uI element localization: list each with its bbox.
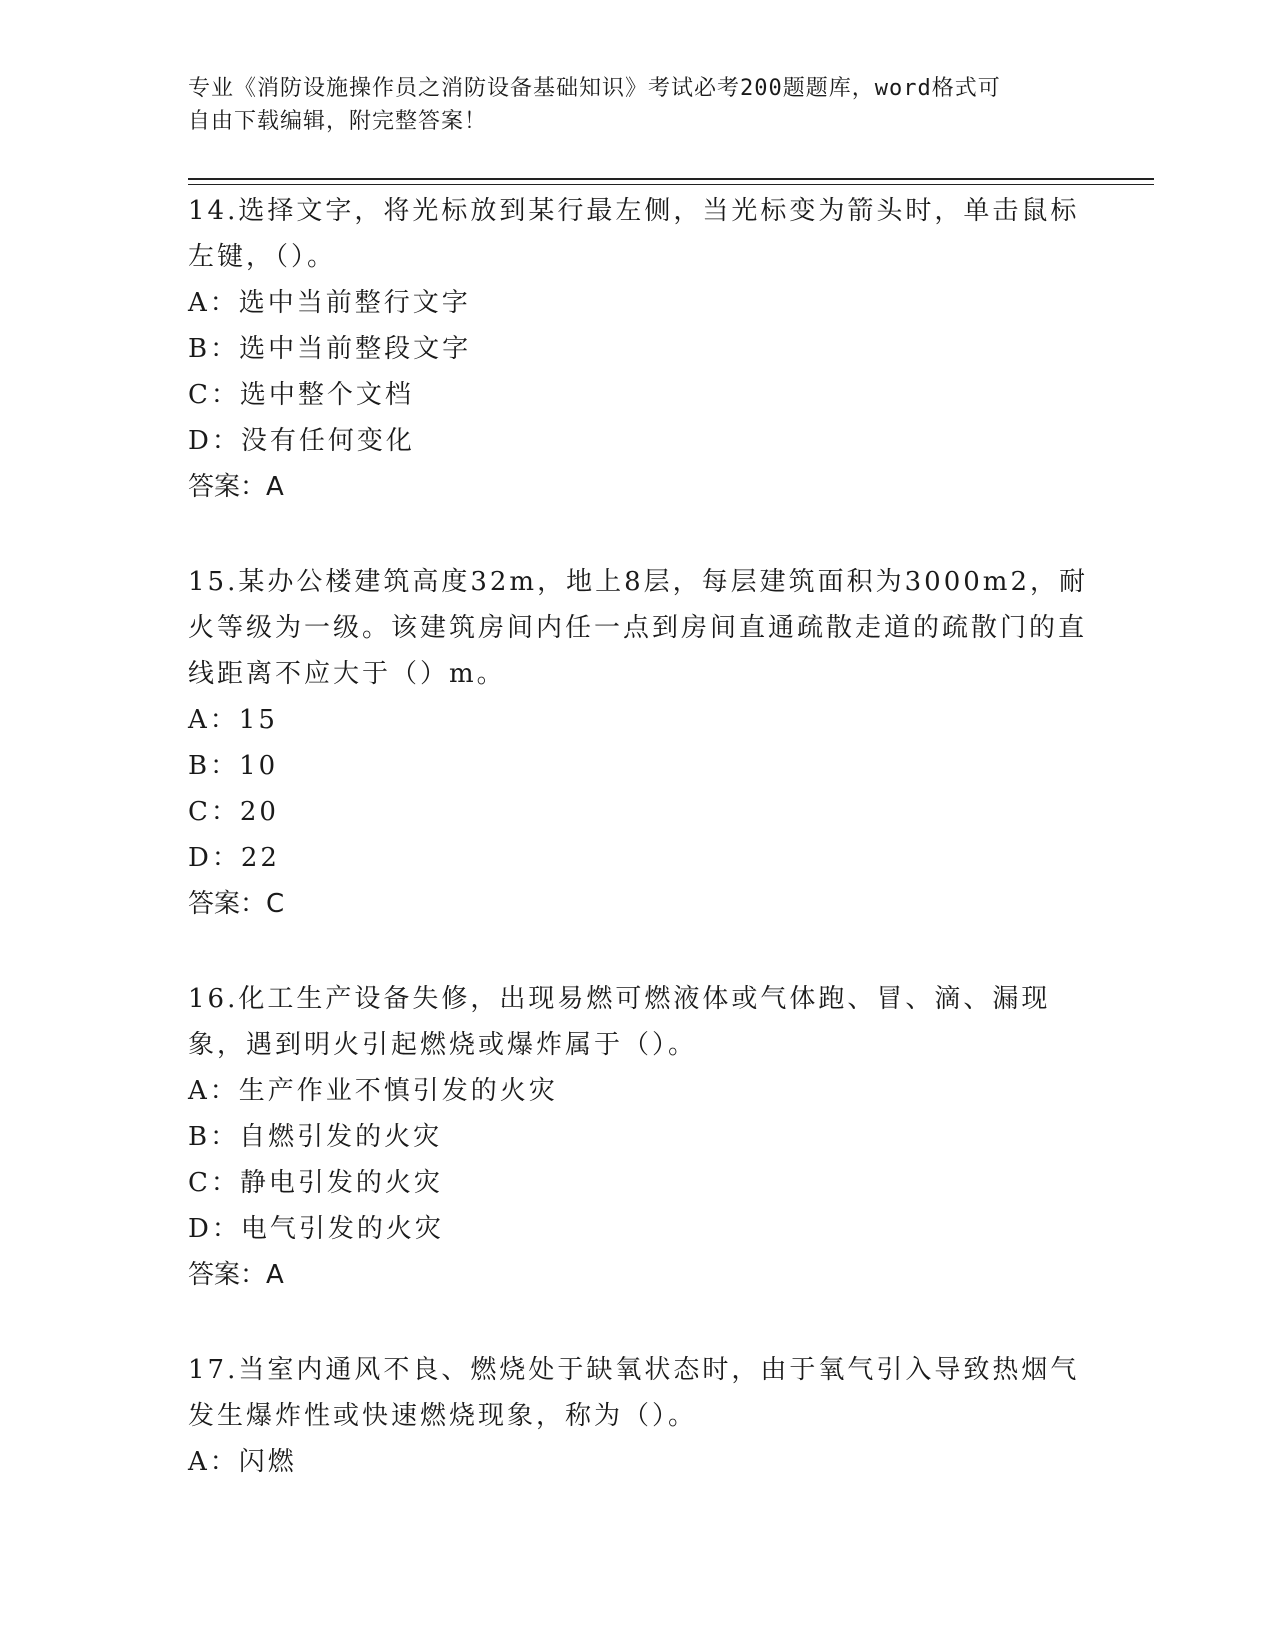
question-item xyxy=(188,559,1088,927)
document-header xyxy=(188,72,1068,138)
question-stem: 14.选择文字，将光标放到某行最左侧，当光标变为箭头时，单击鼠标左键，（）。 xyxy=(188,196,1080,272)
header-rule-thick xyxy=(188,178,1154,180)
question-item xyxy=(188,188,1088,510)
header-line-1: 专业《消防设施操作员之消防设备基础知识》考试必考200题题库，word格式可 xyxy=(188,76,1001,101)
option-d: D：电气引发的火灾 xyxy=(188,1214,444,1244)
option-b: B：10 xyxy=(188,751,279,781)
option-c: C：20 xyxy=(188,797,279,827)
header-line-2: 自由下载编辑，附完整答案！ xyxy=(188,109,488,134)
option-a: A：生产作业不慎引发的火灾 xyxy=(188,1076,558,1106)
question-stem: 17.当室内通风不良、燃烧处于缺氧状态时，由于氧气引入导致热烟气发生爆炸性或快速燃烧现象，称为（）。 xyxy=(188,1355,1080,1431)
question-item xyxy=(188,976,1088,1298)
answer-line: 答案：A xyxy=(188,472,284,502)
option-d: D：22 xyxy=(188,843,280,873)
option-b: B：自燃引发的火灾 xyxy=(188,1122,443,1152)
answer-line: 答案：C xyxy=(188,889,285,919)
option-b: B：选中当前整段文字 xyxy=(188,334,472,364)
option-c: C：选中整个文档 xyxy=(188,380,414,410)
question-stem: 15.某办公楼建筑高度32m，地上8层，每层建筑面积为3000m2，耐火等级为一级。该建筑房间内任一点到房间直通疏散走道的疏散门的直线距离不应大于（）m。 xyxy=(188,567,1088,689)
question-stem: 16.化工生产设备失修，出现易燃可燃液体或气体跑、冒、滴、漏现象，遇到明火引起燃烧或爆炸属于（）。 xyxy=(188,984,1051,1060)
option-a: A：闪燃 xyxy=(188,1447,297,1477)
question-item xyxy=(188,1347,1088,1485)
header-rule-thin xyxy=(188,184,1154,185)
option-d: D：没有任何变化 xyxy=(188,426,415,456)
option-a: A：选中当前整行文字 xyxy=(188,288,471,318)
option-c: C：静电引发的火灾 xyxy=(188,1168,443,1198)
option-a: A：15 xyxy=(188,705,278,735)
answer-line: 答案：A xyxy=(188,1260,284,1290)
question-list xyxy=(188,188,1088,1534)
